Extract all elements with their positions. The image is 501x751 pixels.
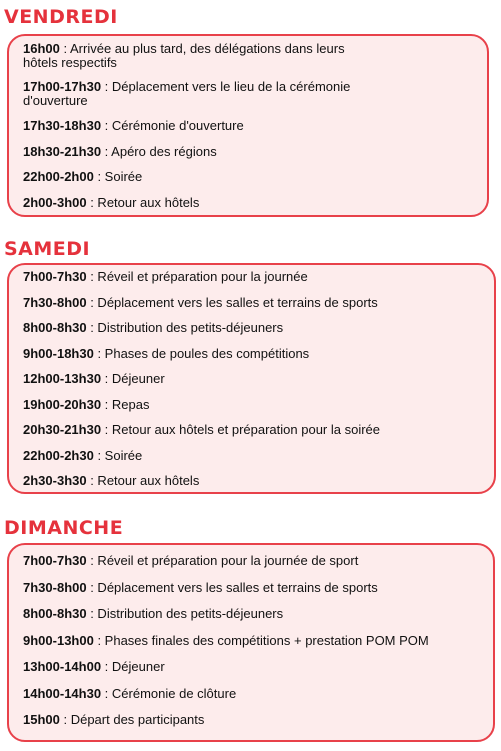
entry-time: 17h30-18h30 bbox=[23, 118, 102, 133]
entry-text: : Soirée bbox=[93, 169, 143, 184]
schedule-entry bbox=[23, 270, 480, 284]
entry-time: 8h00-8h30 bbox=[23, 320, 87, 335]
entry-time: 7h30-8h00 bbox=[23, 580, 87, 595]
entry-text: : Arrivée au plus tard, des délégations dans leurs bbox=[59, 41, 345, 56]
schedule-entry bbox=[23, 449, 480, 463]
schedule-entry bbox=[23, 581, 479, 595]
schedule-entry bbox=[23, 607, 479, 621]
entry-time: 9h00-18h30 bbox=[23, 346, 94, 361]
schedule-entry bbox=[23, 119, 473, 133]
entry-text: : Déplacement vers le lieu de la cérémonie bbox=[101, 79, 351, 94]
entry-text: : Cérémonie d'ouverture bbox=[101, 118, 244, 133]
entry-time: 15h00 bbox=[23, 712, 60, 727]
entry-time: 16h00 bbox=[23, 41, 60, 56]
schedule-card-samedi bbox=[7, 263, 496, 494]
schedule-entry bbox=[23, 423, 480, 437]
entry-text: : Déjeuner bbox=[101, 659, 165, 674]
schedule-entry bbox=[23, 554, 479, 568]
entry-time: 12h00-13h30 bbox=[23, 371, 102, 386]
entry-text: : Phases de poules des compétitions bbox=[93, 346, 310, 361]
schedule-entry bbox=[23, 474, 480, 488]
entry-text-continued: hôtels respectifs bbox=[23, 55, 117, 70]
schedule-entry bbox=[23, 660, 479, 674]
entry-time: 22h00-2h00 bbox=[23, 169, 94, 184]
schedule-entry bbox=[23, 634, 479, 648]
day-title-vendredi: VENDREDI bbox=[4, 6, 118, 28]
entry-time: 20h30-21h30 bbox=[23, 422, 102, 437]
entry-text: : Phases finales des compétitions + prestation POM POM bbox=[93, 633, 429, 648]
entry-text: : Distribution des petits-déjeuners bbox=[86, 320, 284, 335]
schedule-entry bbox=[23, 347, 480, 361]
entry-time: 13h00-14h00 bbox=[23, 659, 102, 674]
entry-text: : Apéro des régions bbox=[101, 144, 217, 159]
entry-text: : Retour aux hôtels et préparation pour la soirée bbox=[101, 422, 381, 437]
entry-text: : Déplacement vers les salles et terrains de sports bbox=[86, 580, 378, 595]
entry-time: 7h00-7h30 bbox=[23, 553, 87, 568]
entry-time: 2h30-3h30 bbox=[23, 473, 87, 488]
schedule-entry bbox=[23, 321, 480, 335]
schedule-entry bbox=[23, 145, 473, 159]
entry-time: 7h30-8h00 bbox=[23, 295, 87, 310]
entry-text: : Repas bbox=[101, 397, 150, 412]
schedule-card-vendredi bbox=[7, 34, 489, 217]
entry-text: : Réveil et préparation pour la journée de sport bbox=[86, 553, 359, 568]
entry-text: : Départ des participants bbox=[59, 712, 205, 727]
entry-text: : Retour aux hôtels bbox=[86, 195, 200, 210]
entry-time: 18h30-21h30 bbox=[23, 144, 102, 159]
entry-time: 9h00-13h00 bbox=[23, 633, 94, 648]
entry-time: 2h00-3h00 bbox=[23, 195, 87, 210]
entry-time: 17h00-17h30 bbox=[23, 79, 102, 94]
schedule-entry bbox=[23, 196, 473, 210]
entry-text: : Déplacement vers les salles et terrains de sports bbox=[86, 295, 378, 310]
schedule-entry bbox=[23, 80, 473, 108]
schedule-entry bbox=[23, 687, 479, 701]
day-title-samedi: SAMEDI bbox=[4, 238, 91, 260]
schedule-entry bbox=[23, 296, 480, 310]
entry-text: : Déjeuner bbox=[101, 371, 165, 386]
entry-text: : Distribution des petits-déjeuners bbox=[86, 606, 284, 621]
schedule-entry bbox=[23, 170, 473, 184]
entry-text: : Retour aux hôtels bbox=[86, 473, 200, 488]
entry-time: 22h00-2h30 bbox=[23, 448, 94, 463]
schedule-entry bbox=[23, 398, 480, 412]
entry-time: 7h00-7h30 bbox=[23, 269, 87, 284]
entry-time: 14h00-14h30 bbox=[23, 686, 102, 701]
entry-text: : Soirée bbox=[93, 448, 143, 463]
entry-text: : Réveil et préparation pour la journée bbox=[86, 269, 308, 284]
entry-time: 19h00-20h30 bbox=[23, 397, 102, 412]
entry-text-continued: d'ouverture bbox=[23, 93, 88, 108]
schedule-card-dimanche bbox=[7, 543, 495, 742]
schedule-entry bbox=[23, 372, 480, 386]
schedule-entry bbox=[23, 713, 479, 727]
schedule-entry bbox=[23, 42, 473, 70]
entry-time: 8h00-8h30 bbox=[23, 606, 87, 621]
entry-text: : Cérémonie de clôture bbox=[101, 686, 237, 701]
day-title-dimanche: DIMANCHE bbox=[4, 517, 124, 539]
